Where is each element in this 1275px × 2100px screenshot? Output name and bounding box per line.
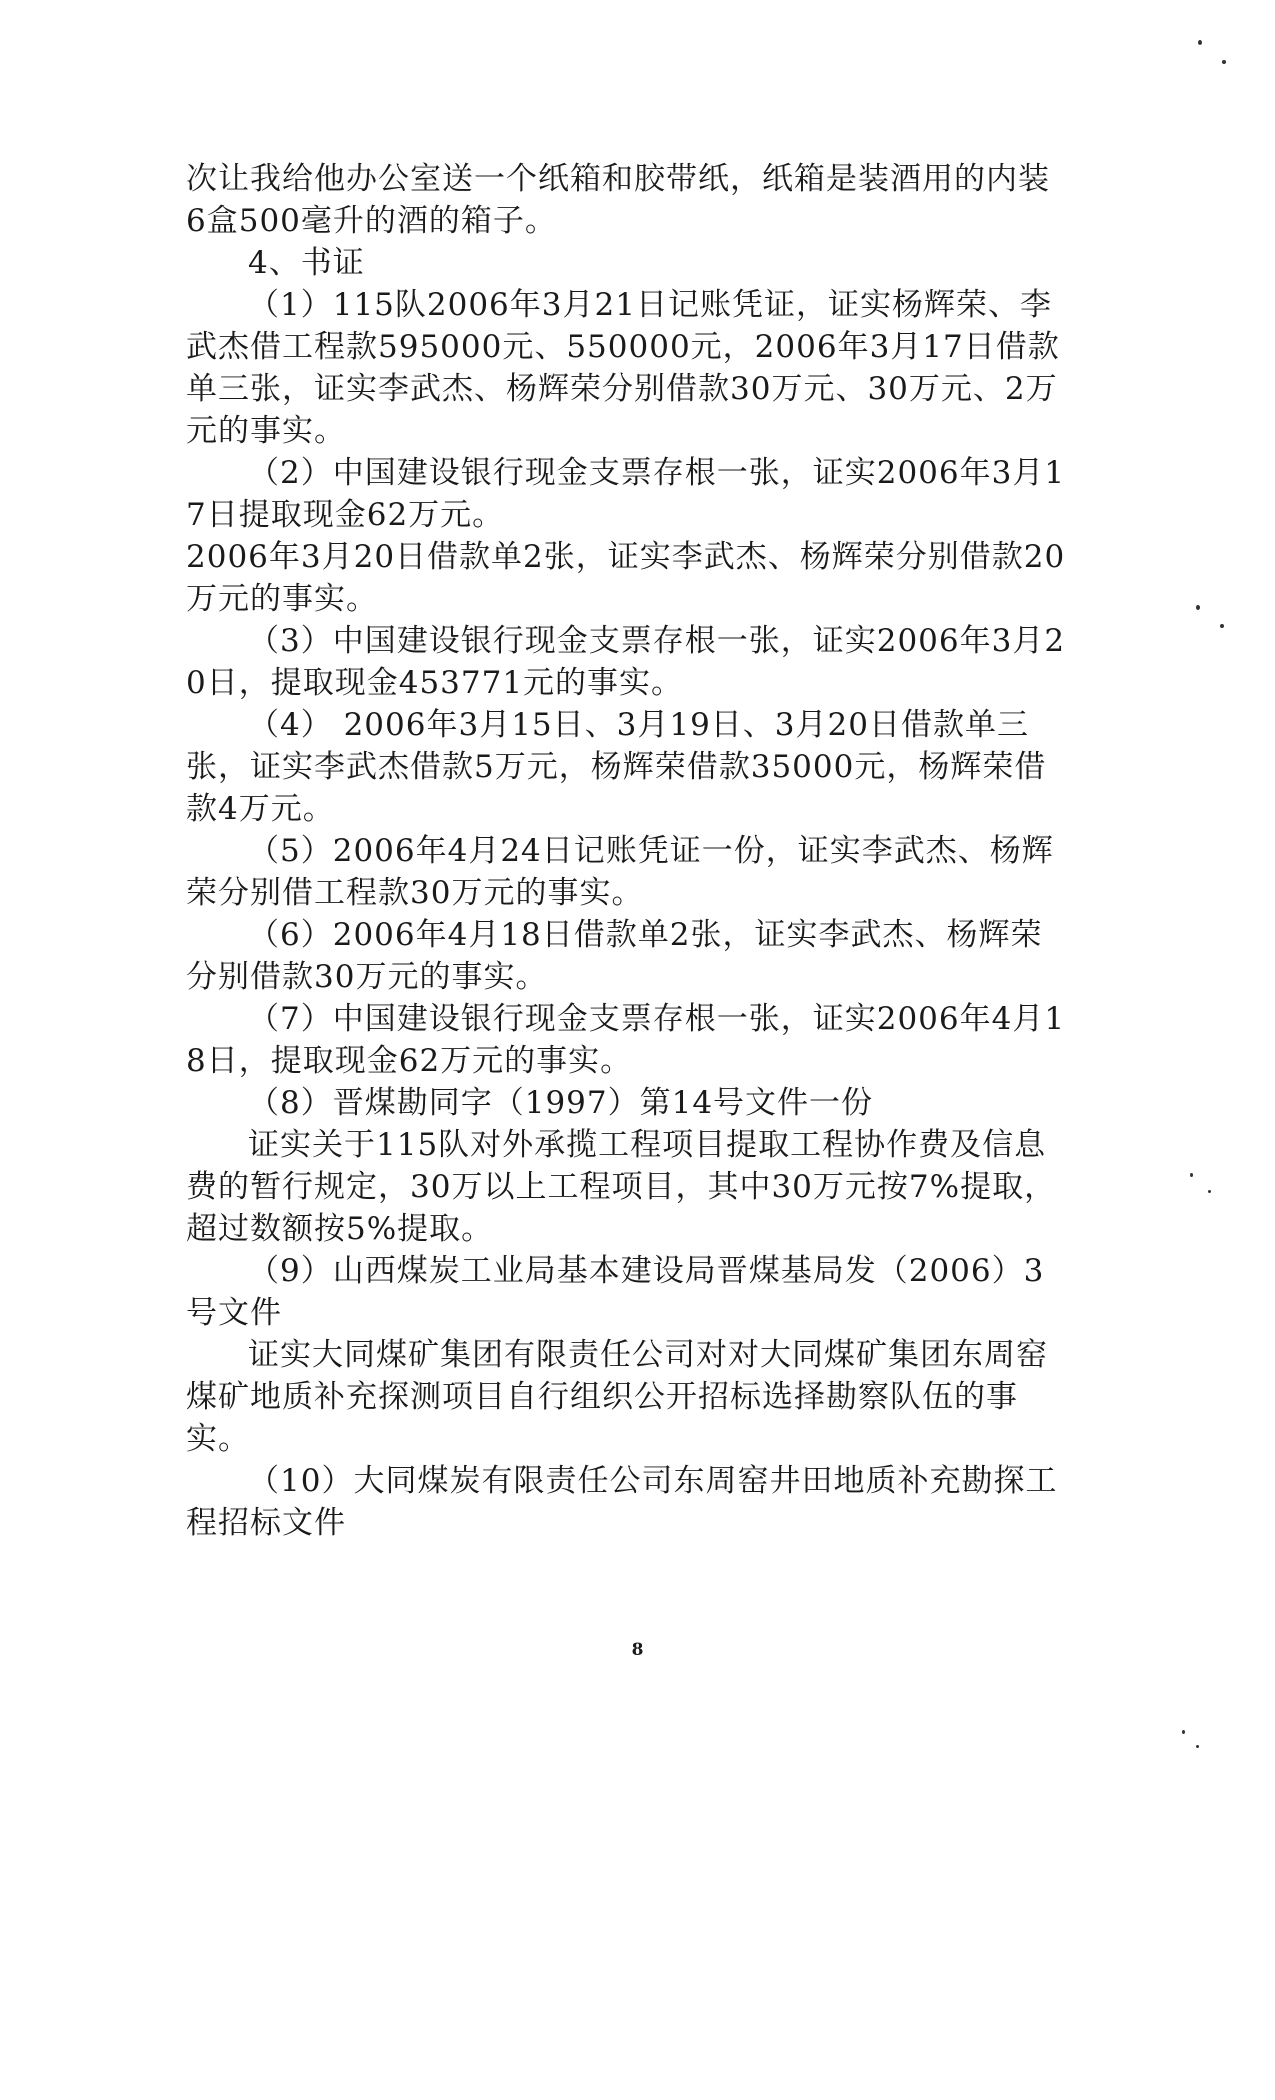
paragraph: 4、书证 [248,245,365,281]
paragraph: （8）晋煤勘同字（1997）第14号文件一份 [248,1085,874,1121]
paragraph: （3）中国建设银行现金支票存根一张，证实2006年3月20日，提取现金453771元的事实。 [186,623,1066,701]
scan-speck [1182,1730,1185,1734]
scan-speck [1198,40,1202,45]
page-number: 8 [631,1640,644,1660]
paragraph: 证实大同煤矿集团有限责任公司对对大同煤矿集团东周窑煤矿地质补充探测项目自行组织公开招标选择勘察队伍的事实。 [186,1337,1048,1457]
paragraph: 次让我给他办公室送一个纸箱和胶带纸，纸箱是装酒用的内装6盒500毫升的酒的箱子。 [186,161,1050,239]
scan-speck [1196,605,1200,610]
paragraph: （2）中国建设银行现金支票存根一张，证实2006年3月17日提取现金62万元。 [186,455,1066,533]
scan-speck [1196,1745,1199,1748]
body-text [186,158,1066,1544]
scan-speck [1208,1190,1211,1193]
scan-speck [1190,1173,1193,1177]
scan-speck [1222,60,1226,64]
paragraph: （5）2006年4月24日记账凭证一份，证实李武杰、杨辉荣分别借工程款30万元的事实。 [186,833,1054,911]
paragraph: （9）山西煤炭工业局基本建设局晋煤基局发（2006）3号文件 [186,1253,1045,1331]
paragraph: 证实关于115队对外承揽工程项目提取工程协作费及信息费的暂行规定，30万以上工程项目，其中30万元按7%提取，超过数额按5%提取。 [186,1127,1057,1247]
paragraph: 2006年3月20日借款单2张，证实李武杰、杨辉荣分别借款20万元的事实。 [186,539,1066,617]
paragraph: （6）2006年4月18日借款单2张，证实李武杰、杨辉荣分别借款30万元的事实。 [186,917,1043,995]
paragraph: （10）大同煤炭有限责任公司东周窑井田地质补充勘探工程招标文件 [186,1463,1058,1541]
paragraph: （7）中国建设银行现金支票存根一张，证实2006年4月18日，提取现金62万元的事实。 [186,1001,1066,1079]
paragraph: （4） 2006年3月15日、3月19日、3月20日借款单三张，证实李武杰借款5万元，杨辉荣借款35000元，杨辉荣借款4万元。 [186,707,1047,827]
scan-speck [1220,624,1224,628]
paragraph: （1）115队2006年3月21日记账凭证，证实杨辉荣、李武杰借工程款595000元、550000元，2006年3月17日借款单三张，证实李武杰、杨辉荣分别借款30万元、30万元、2万元的事实。 [186,287,1060,449]
